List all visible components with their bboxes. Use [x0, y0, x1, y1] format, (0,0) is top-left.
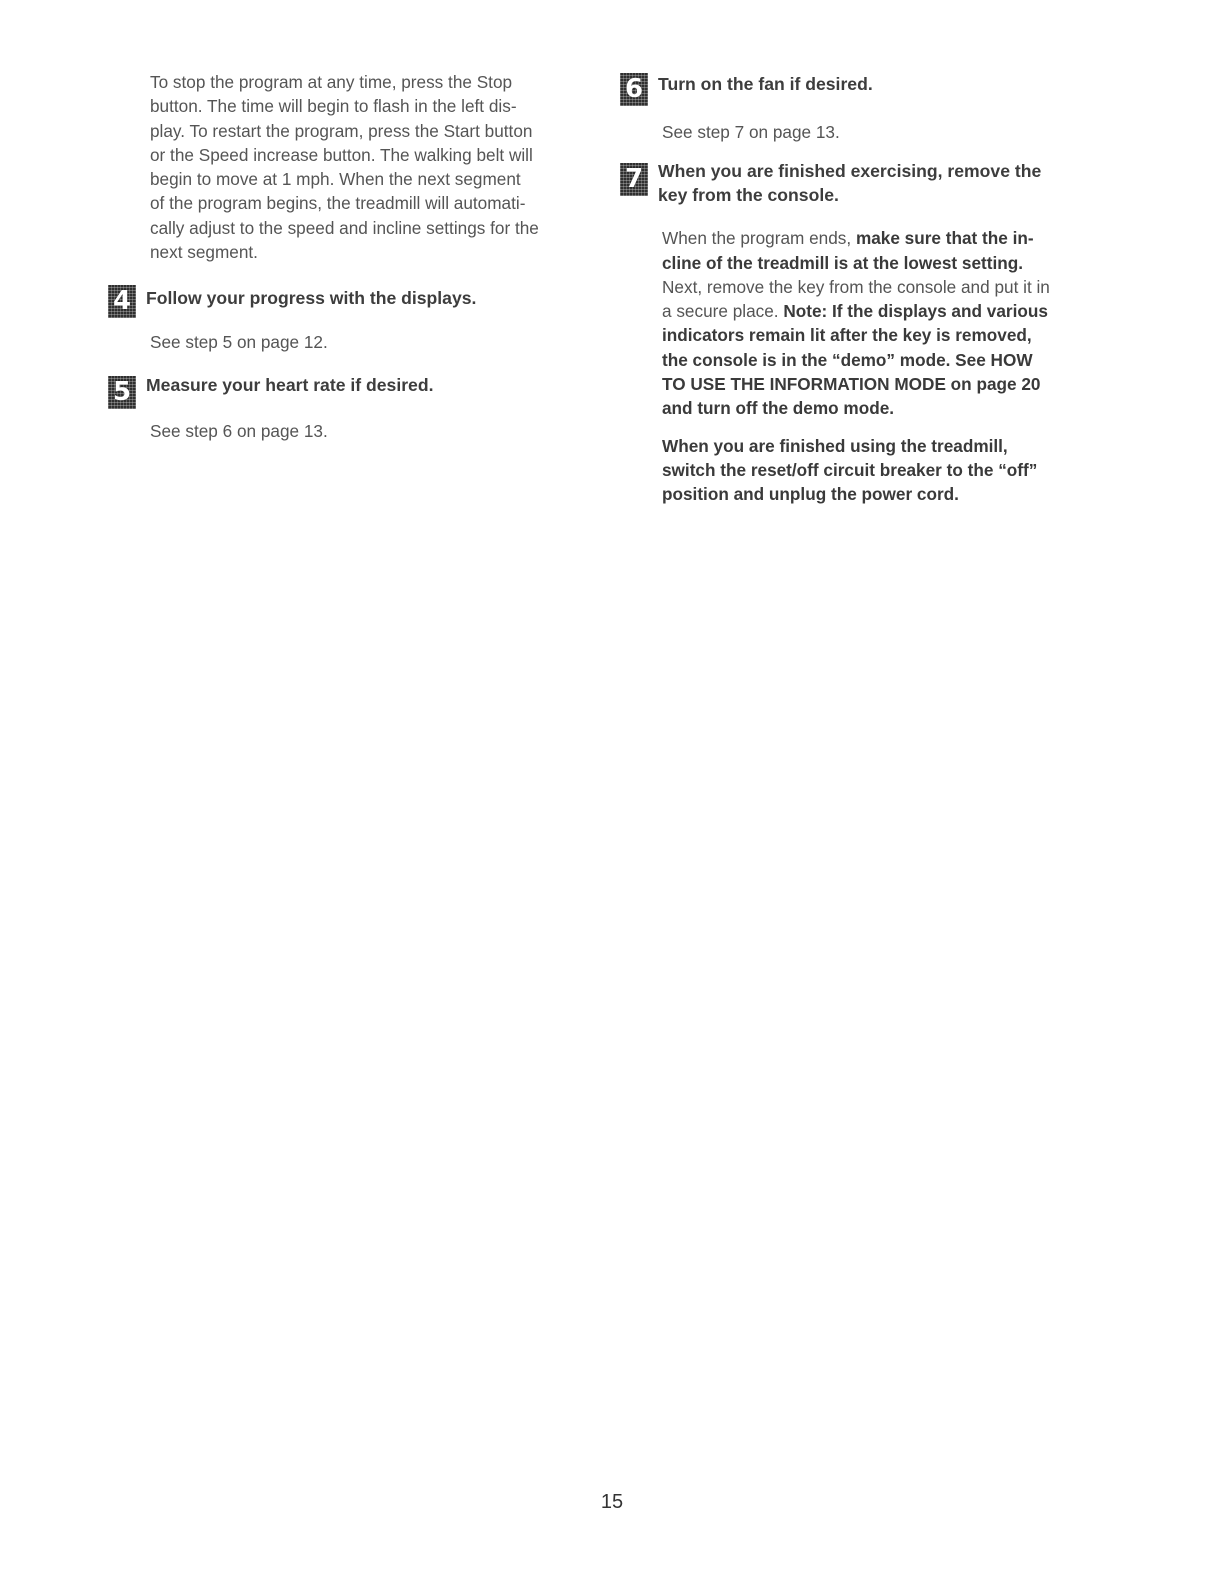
intro-line: or the Speed increase button. The walking belt will: [150, 144, 533, 165]
bold-text-run: and turn off the demo mode.: [662, 398, 895, 419]
text-run: Next, remove the key from the console and put it in: [662, 276, 1050, 297]
intro-line: of the program begins, the treadmill will automati-: [150, 193, 526, 214]
step-title: Follow your progress with the displays.: [146, 288, 477, 309]
bold-text-run: TO USE THE INFORMATION MODE on page 20: [662, 374, 1041, 395]
intro-line: button. The time will begin to flash in the left dis-: [150, 96, 517, 117]
step-number-badge: 5: [108, 376, 136, 409]
step-reference: See step 6 on page 13.: [150, 420, 328, 441]
step-reference: See step 7 on page 13.: [662, 122, 840, 142]
intro-line: begin to move at 1 mph. When the next segment: [150, 169, 521, 190]
step-number-badge: 4: [108, 285, 136, 318]
intro-line: cally adjust to the speed and incline settings for the: [150, 217, 539, 238]
bold-text-run: cline of the treadmill is at the lowest setting.: [662, 252, 1024, 273]
text-run: a secure place.: [662, 301, 784, 322]
bold-text-run: switch the reset/off circuit breaker to the “off”: [662, 459, 1038, 480]
bold-text-run: When you are finished using the treadmill,: [662, 435, 1008, 456]
bold-text-run: indicators remain lit after the key is removed,: [662, 325, 1032, 346]
right-column: [620, 70, 1110, 507]
text-run: When the program ends,: [662, 228, 856, 249]
power-off-paragraph: [620, 434, 1110, 507]
intro-line: play. To restart the program, press the Start button: [150, 120, 533, 141]
step-5: [108, 367, 594, 443]
intro-paragraph: [108, 70, 594, 264]
bold-text-run: Note: If the displays and various: [783, 301, 1048, 322]
intro-line: To stop the program at any time, press the Stop: [150, 72, 513, 92]
step-title: Measure your heart rate if desired.: [146, 374, 434, 395]
step-number-badge: 6: [620, 73, 648, 106]
left-column: [108, 70, 594, 443]
step-reference: See step 5 on page 12.: [150, 332, 328, 353]
step-title-line: key from the console.: [658, 185, 839, 206]
bold-text-run: make sure that the in-: [855, 228, 1034, 249]
step-6: [620, 70, 1110, 144]
step-7: [620, 159, 1110, 506]
bold-text-run: the console is in the “demo” mode. See HOW: [662, 349, 1033, 370]
step-title: [658, 159, 1041, 207]
intro-line: next segment.: [150, 242, 258, 263]
bold-text-run: position and unplug the power cord.: [662, 484, 959, 505]
step-title-line: When you are finished exercising, remove the: [658, 161, 1042, 182]
page-number: 15: [600, 1491, 624, 1513]
step-number-badge: 7: [620, 163, 648, 196]
ending-paragraph: [620, 226, 1110, 420]
step-4: [108, 276, 594, 354]
step-title: Turn on the fan if desired.: [658, 74, 873, 94]
